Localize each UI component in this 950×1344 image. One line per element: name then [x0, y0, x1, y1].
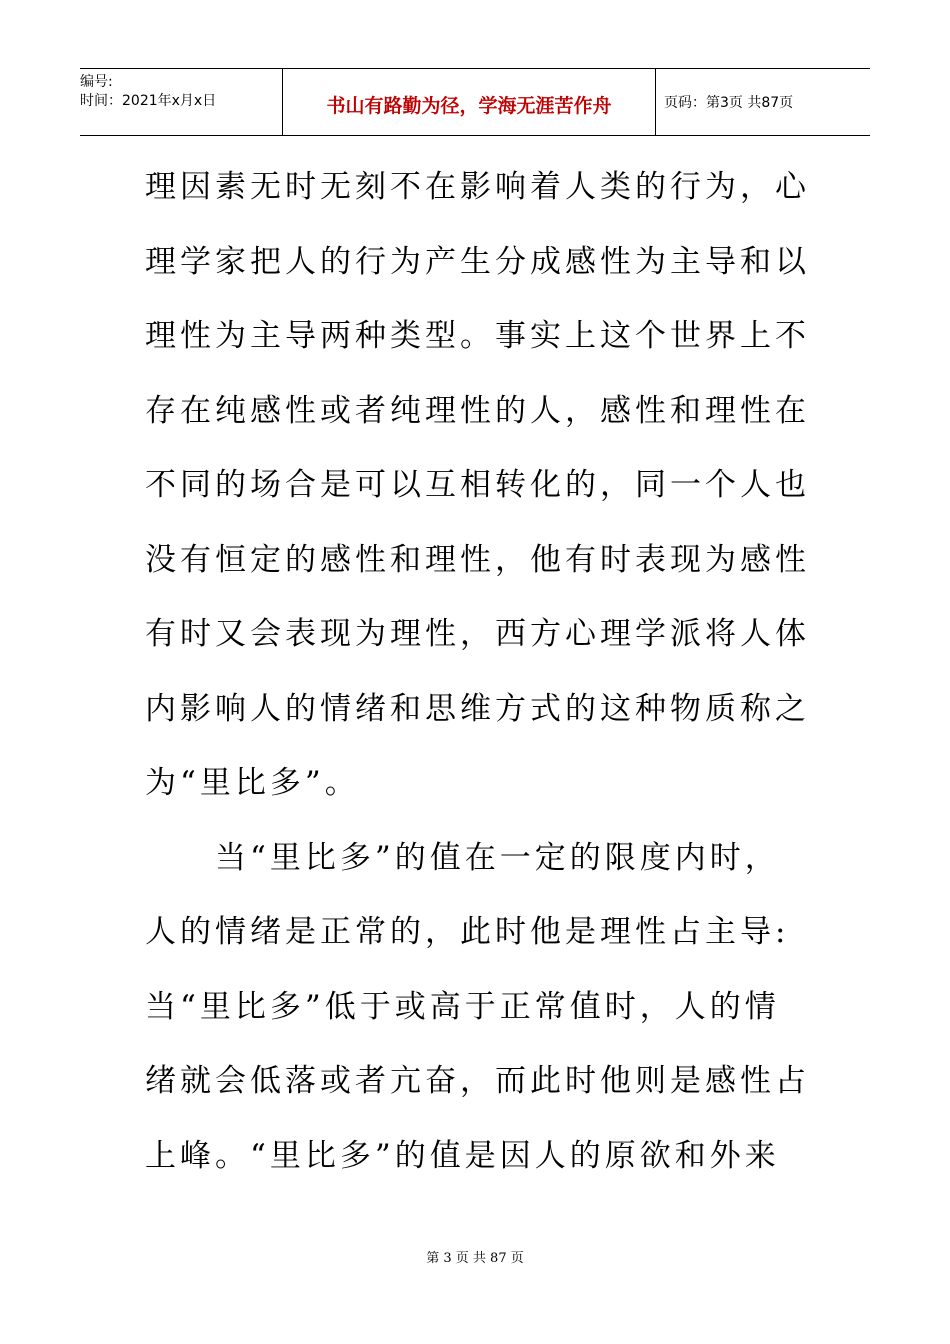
- text-line: 理性为主导两种类型。事实上这个世界上不: [145, 318, 810, 354]
- text-line: 当“里比多”的值在一定的限度内时，: [145, 839, 780, 876]
- text-line: 理学家把人的行为产生分成感性为主导和以: [145, 243, 810, 280]
- text-line: 理因素无时无刻不在影响着人类的行为，心: [145, 169, 810, 205]
- text-line: 存在纯感性或者纯理性的人，感性和理性在: [145, 392, 810, 429]
- text-line: 上峰。“里比多”的值是因人的原欲和外来: [145, 1137, 780, 1174]
- text-line: 有时又会表现为理性，西方心理学派将人体: [145, 616, 810, 652]
- text-line: 绪就会低落或者亢奋，而此时他则是感性占: [145, 1063, 810, 1099]
- number-label: 编号:: [80, 74, 113, 90]
- header-motto: 书山有路勤为径，学海无涯苦作舟: [282, 69, 656, 135]
- time-label: 时间：2021年x月x日: [80, 93, 217, 109]
- text-line: 不同的场合是可以互相转化的，同一个人也: [145, 467, 810, 503]
- text-line: 为“里比多”。: [145, 765, 360, 801]
- body-text: [145, 158, 809, 1201]
- header-page-info: 页码：第3页 共87页: [664, 95, 794, 111]
- header-meta: [80, 69, 282, 135]
- text-line: 当“里比多”低于或高于正常值时，人的情: [145, 988, 780, 1025]
- text-line: 没有恒定的感性和理性，他有时表现为感性: [145, 541, 810, 578]
- page-footer: 第 3 页 共 87 页: [426, 1251, 524, 1266]
- text-line: 内影响人的情绪和思维方式的这种物质称之: [145, 690, 810, 727]
- document-header: [80, 68, 870, 136]
- text-line: 人的情绪是正常的，此时他是理性占主导:: [145, 914, 790, 950]
